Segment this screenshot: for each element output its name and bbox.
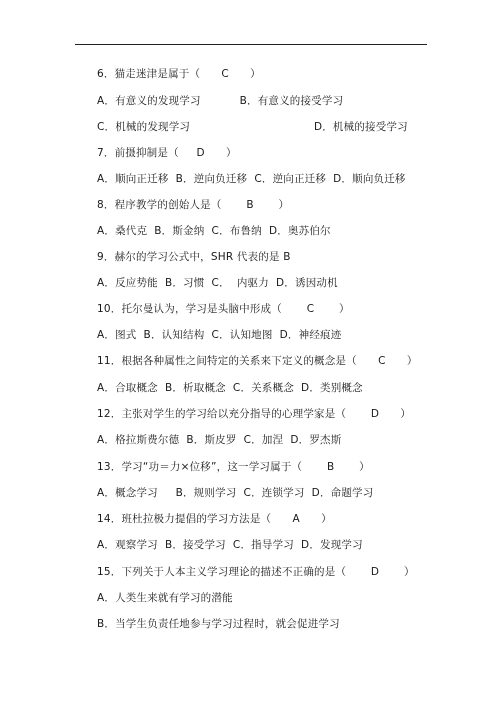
header-rule: [75, 44, 427, 45]
question-10-options: A．图式 B．认知结构 C．认知地图 D．神经痕迹: [97, 329, 342, 341]
question-12: 12．主张对学生的学习给以充分指导的心理学家是（ D ）: [97, 408, 412, 420]
question-11: 11．根据各种属性之间特定的关系来下定义的概念是（ C ）: [97, 355, 418, 367]
question-9-options: A．反应势能 B．习惯 C． 内驱力 D．诱因动机: [97, 277, 338, 289]
question-13: 13．学习“功＝力×位移”，这一学习属于（ B ）: [97, 461, 370, 473]
question-6-options-cd: C．机械的发现学习 D．机械的接受学习: [97, 121, 408, 133]
question-6: 6．猫走迷津是属于（ C ）: [97, 68, 261, 80]
question-7-options: A．顺向正迁移 B．逆向负迁移 C．逆向正迁移 D．顺向负迁移: [97, 173, 406, 185]
question-11-options: A．合取概念 B．析取概念 C．关系概念 D．类别概念: [97, 382, 363, 394]
question-6-options-ab: A．有意义的发现学习 B．有意义的接受学习: [97, 95, 344, 107]
question-14: 14．班杜拉极力提倡的学习方法是（ A ）: [97, 513, 332, 525]
question-12-options: A．格拉斯费尔德 B．斯皮罗 C．加涅 D．罗杰斯: [97, 434, 342, 446]
question-15-option-a: A．人类生来就有学习的潜能: [97, 592, 233, 604]
question-7: 7．前摄抑制是（ D ）: [97, 147, 237, 159]
question-10: 10．托尔曼认为，学习是头脑中形成（ C ）: [97, 303, 350, 315]
question-15: 15．下列关于人本主义学习理论的描述不正确的是（ D ）: [97, 566, 415, 578]
question-8-options: A．桑代克 B．斯金纳 C．布鲁纳 D．奥苏伯尔: [97, 225, 331, 237]
question-13-options: A．概念学习 B．规则学习 C．连锁学习 D．命题学习: [97, 487, 374, 499]
question-15-option-b: B．当学生负责任地参与学习过程时，就会促进学习: [97, 618, 340, 630]
question-14-options: A．观察学习 B．接受学习 C．指导学习 D．发现学习: [97, 539, 363, 551]
question-9: 9．赫尔的学习公式中，SHR 代表的是 B: [97, 251, 291, 263]
question-8: 8．程序教学的创始人是（ B ）: [97, 199, 290, 211]
